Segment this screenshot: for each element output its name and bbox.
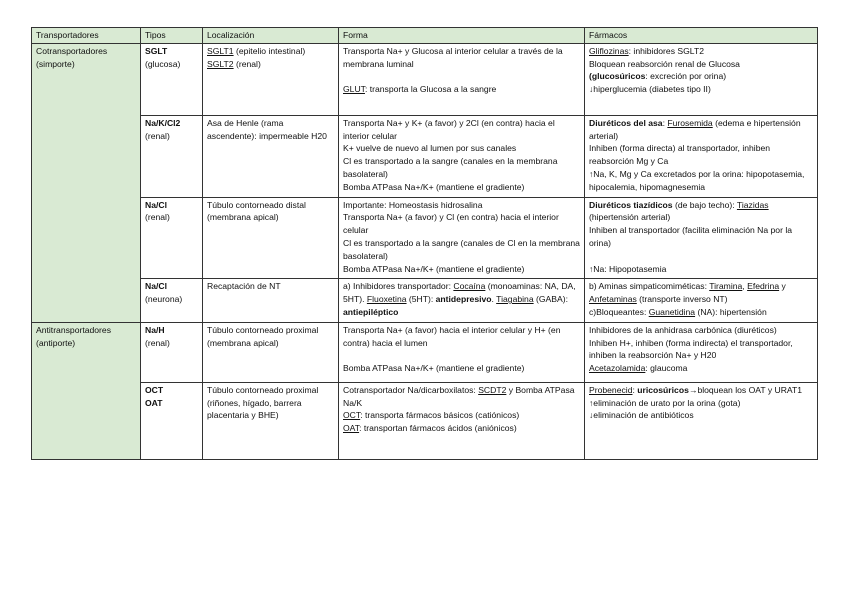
group-sublabel: (simporte) (36, 58, 75, 69)
farmaco-line: ↑Na, K, Mg y Ca excretados por la orina: hipopotasemia, hipocalemia, hipomagnesemia (589, 168, 805, 192)
tipo-cell (141, 43, 203, 115)
forma-text: y Bomba ATPasa Na/K (343, 384, 575, 408)
tipo-name: SGLT (145, 45, 168, 56)
farmaco-line (589, 280, 813, 306)
farmaco-line (589, 70, 813, 83)
header-farmacos: Fármacos (585, 28, 818, 44)
tiazidas-term: Tiazidas (736, 199, 769, 210)
uricosuricos-term: uricosúricos (637, 384, 689, 395)
diureticos-asa-term: Diuréticos del asa (589, 117, 663, 128)
farmaco-text: : excreción por orina) (645, 71, 727, 82)
fluoxetina-term: Fluoxetina (366, 294, 407, 305)
scdt2-term: SCDT2 (478, 384, 507, 395)
farmacos-cell (585, 322, 818, 382)
forma-text: Cotransportador Na/dicarboxilatos: (343, 384, 479, 395)
farmaco-text: →bloquean los OAT y URAT1 (688, 384, 803, 395)
spacer (343, 349, 580, 362)
forma-line: Bomba ATPasa Na+/K+ (mantiene el gradiente) (343, 181, 525, 192)
tipo-name: OAT (145, 397, 163, 408)
forma-cell (339, 115, 585, 197)
guanetidina-term: Guanetidina (648, 306, 696, 317)
oat-term: OAT (343, 423, 360, 434)
farmaco-line: ↑eliminación de urato por la orina (gota) (589, 397, 741, 408)
localizacion-cell: Recaptación de NT (203, 279, 339, 322)
tipo-cell (141, 115, 203, 197)
tipo-name: Na/K/Cl2 (145, 117, 181, 128)
group-sublabel: (antiporte) (36, 337, 76, 348)
forma-line: Transporta Na+ (a favor) hacia el interior celular y H+ (en contra) hacia el lumen (343, 324, 561, 348)
tipo-cell (141, 279, 203, 322)
loc-line (207, 45, 334, 58)
farmaco-text: (NA): hipertensión (695, 306, 767, 317)
forma-line: Transporta Na+ y K+ (a favor) y 2Cl (en contra) hacia el interior celular (343, 117, 555, 141)
forma-line (343, 384, 580, 410)
header-row (32, 28, 818, 44)
sglt2-term: SGLT2 (207, 58, 234, 69)
antiepileptico-term: antiepiléptico (343, 306, 399, 317)
loc-text: (renal) (233, 58, 261, 69)
farmaco-line: Inhibidores de la anhidrasa carbónica (diuréticos) (589, 324, 777, 335)
tipo-detail: (renal) (145, 337, 170, 348)
group-label: Antitransportadores (36, 324, 111, 335)
loc-text: (epitelio intestinal) (233, 45, 306, 56)
forma-line (343, 422, 580, 435)
tipo-name: Na/H (145, 324, 165, 335)
farmaco-text: (hipertensión arterial) (589, 212, 671, 223)
farmaco-text: : inhibidores SGLT2 (628, 45, 704, 56)
farmaco-line: Inhiben H+, inhiben (forma indirecta) el transportador, inhiben la reabsorción Na+ y H20 (589, 337, 793, 361)
forma-line: Transporta Na+ (a favor) y Cl (en contra) hacia el interior celular (343, 212, 559, 236)
forma-cell (339, 43, 585, 115)
tipo-detail: (renal) (145, 212, 170, 223)
forma-line (343, 409, 580, 422)
tipo-detail: (glucosa) (145, 58, 181, 69)
header-forma: Forma (339, 28, 585, 44)
table-row (32, 197, 818, 279)
localizacion-cell: Asa de Henle (rama ascendente): impermeable H20 (203, 115, 339, 197)
forma-line: Importante: Homeostasis hidrosalina (343, 199, 483, 210)
forma-line (343, 83, 580, 96)
forma-text: (5HT): (406, 294, 436, 305)
farmaco-text: : glaucoma (645, 363, 688, 374)
oct-term: OCT (343, 410, 361, 421)
farmaco-text: y (779, 281, 786, 292)
spacer (589, 250, 813, 263)
farmacos-cell (585, 43, 818, 115)
forma-cell (339, 322, 585, 382)
header-tipos: Tipos (141, 28, 203, 44)
tipo-cell (141, 322, 203, 382)
farmaco-text: : (632, 384, 638, 395)
table-row (32, 322, 818, 382)
forma-cell (339, 279, 585, 322)
transporters-table (31, 27, 818, 460)
probenecid-term: Probenecid (589, 384, 633, 395)
farmaco-line: ↑Na: Hipopotasemia (589, 263, 667, 274)
table-row (32, 382, 818, 459)
tipo-name: Na/Cl (145, 199, 167, 210)
farmaco-line: Inhiben (forma directa) al transportador, inhiben reabsorción Mg y Ca (589, 143, 771, 167)
farmacos-cell (585, 382, 818, 459)
forma-text: a) Inhibidores transportador: (343, 281, 454, 292)
forma-line: Bomba ATPasa Na+/K+ (mantiene el gradiente) (343, 363, 525, 374)
forma-text: (GABA): (533, 294, 568, 305)
anfetaminas-term: Anfetaminas (589, 294, 637, 305)
header-localizacion: Localización (203, 28, 339, 44)
table-row (32, 279, 818, 322)
farmaco-text: b) Aminas simpaticomiméticas: (589, 281, 710, 292)
forma-cell (339, 197, 585, 279)
farmaco-line: Inhiben al transportador (facilita eliminación Na por la orina) (589, 225, 793, 248)
glut-term: GLUT (343, 84, 365, 95)
table-row (32, 115, 818, 197)
forma-line: K+ vuelve de nuevo al lumen por sus canales (343, 143, 517, 154)
forma-text: : transporta la Glucosa a la sangre (364, 84, 497, 95)
farmaco-text: c)Bloqueantes: (589, 306, 649, 317)
glucosuricos-term: (glucosúricos (589, 71, 646, 82)
table-row (32, 43, 818, 115)
gliflozinas-term: Gliflozinas (589, 45, 629, 56)
farmaco-text: (edema e hipertensión arterial) (589, 117, 801, 141)
tipo-cell (141, 382, 203, 459)
tipo-name: OCT (145, 384, 164, 395)
localizacion-cell: Túbulo contorneado proximal (membrana apical) (203, 322, 339, 382)
farmaco-text: (de bajo techo): (672, 199, 737, 210)
forma-text: : transportan fármacos ácidos (aniónicos) (359, 423, 517, 434)
farmaco-text: , (742, 281, 748, 292)
sglt1-term: SGLT1 (207, 45, 234, 56)
tipo-detail: (neurona) (145, 294, 183, 305)
farmaco-line: Bloquean reabsorción renal de Glucosa (589, 58, 740, 69)
antidepresivo-term: antidepresivo (435, 294, 492, 305)
farmacos-cell (585, 115, 818, 197)
farmaco-line: ↓eliminación de antibióticos (589, 410, 694, 421)
furosemida-term: Furosemida (667, 117, 713, 128)
group-cotransportadores (32, 43, 141, 322)
farmaco-line (589, 306, 813, 319)
forma-line: Cl es transportado a la sangre (canales de Cl en la membrana basolateral) (343, 237, 580, 261)
farmaco-line (589, 117, 813, 143)
localizacion-cell: Túbulo contorneado proximal (riñones, hígado, barrera placentaria y BHE) (203, 382, 339, 459)
localizacion-cell (203, 43, 339, 115)
farmaco-line: ↓hiperglucemia (diabetes tipo II) (589, 84, 711, 95)
farmacos-cell (585, 197, 818, 279)
group-antitransportadores (32, 322, 141, 459)
efedrina-term: Efedrina (747, 281, 780, 292)
header-transportadores: Transportadores (32, 28, 141, 44)
farmaco-line (589, 384, 813, 397)
farmaco-text: (transporte inverso NT) (636, 294, 728, 305)
loc-line (207, 58, 334, 71)
group-label: Cotransportadores (36, 45, 108, 56)
farmaco-line (589, 362, 813, 375)
forma-cell (339, 382, 585, 459)
farmaco-line (589, 199, 813, 225)
farmacos-cell (585, 279, 818, 322)
forma-line: Cl es transportado a la sangre (canales en la membrana basolateral) (343, 156, 558, 179)
farmaco-text: : (662, 117, 668, 128)
tipo-name: Na/Cl (145, 281, 167, 292)
cocaina-term: Cocaína (453, 281, 486, 292)
farmaco-line (589, 45, 813, 58)
tipo-detail: (renal) (145, 130, 170, 141)
forma-line: Bomba ATPasa Na+/K+ (mantiene el gradiente) (343, 263, 525, 274)
tiramina-term: Tiramina (709, 281, 743, 292)
forma-text: (monoaminas: NA, DA, 5HT). (343, 281, 576, 305)
forma-line: Transporta Na+ y Glucosa al interior celular a través de la membrana luminal (343, 45, 563, 69)
tipo-cell (141, 197, 203, 279)
forma-text: : transporta fármacos básicos (catiónicos) (360, 410, 520, 421)
spacer (343, 70, 580, 83)
diureticos-tiazidicos-term: Diuréticos tiazídicos (589, 199, 673, 210)
forma-text: . (491, 294, 497, 305)
localizacion-cell: Túbulo contorneado distal (membrana apical) (203, 197, 339, 279)
tiagabina-term: Tiagabina (496, 294, 534, 305)
acetazolamida-term: Acetazolamida (589, 363, 646, 374)
